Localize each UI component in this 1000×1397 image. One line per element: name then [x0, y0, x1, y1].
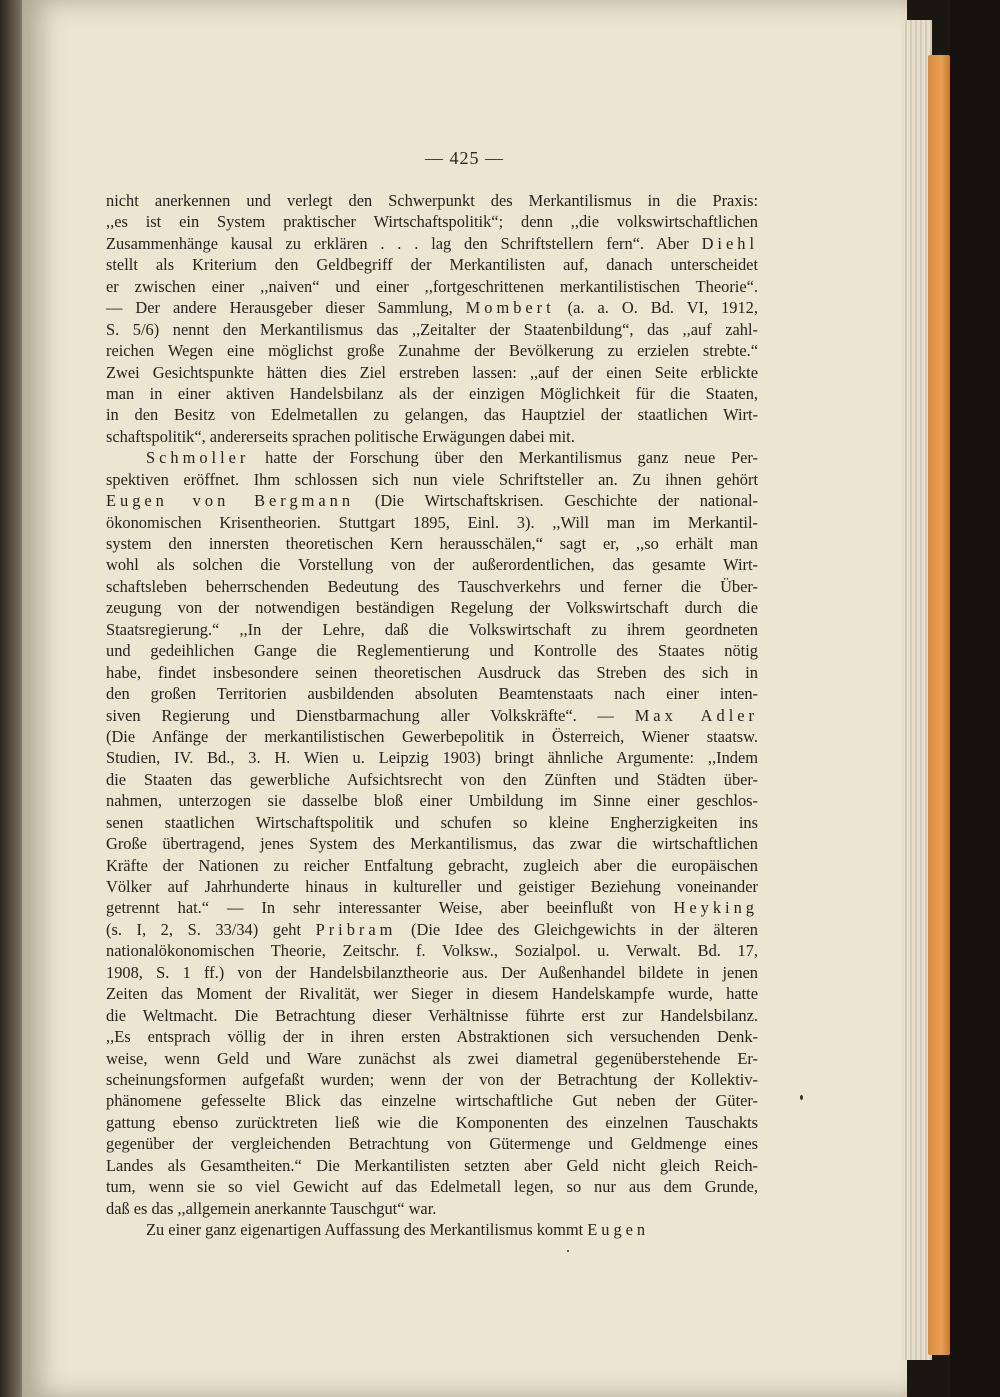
- text-line: stellt als Kriterium den Geldbegriff der Merkantilisten auf, danach unterscheidet: [106, 255, 758, 275]
- text-line: spektiven eröffnet. Ihm schlossen sich nun viele Schriftsteller an. Zu ihnen gehört: [106, 469, 758, 489]
- text-line: gegenüber der vergleichenden Betrachtung von Gütermenge und Geldmenge eines: [106, 1134, 758, 1154]
- text-line: — Der andere Herausgeber dieser Sammlung, Mombert (a. a. O. Bd. VI, 1912,: [106, 298, 758, 318]
- book-page: [22, 0, 907, 1397]
- text-line: in den Besitz von Edelmetallen zu gelangen, das Hauptziel der staatlichen Wirt-: [106, 405, 758, 425]
- text-line: habe, findet insbesondere seinen theoretischen Ausdruck das Streben des sich in: [106, 662, 758, 682]
- text-line: wohl als solchen die Vorstellung von der außerordentlichen, das gesamte Wirt-: [106, 555, 758, 575]
- scan-margin: [950, 0, 1000, 1397]
- text-line: (s. I, 2, S. 33/34) geht Pribram (Die Idee des Gleichgewichts in der älteren: [106, 919, 758, 939]
- text-line: Zwei Gesichtspunkte hätten dies Ziel erstreben lassen: ,,auf der einen Seite erblickte: [106, 362, 758, 382]
- text-line: zeugung von der notwendigen beständigen Regelung der Volkswirtschaft durch die: [106, 598, 758, 618]
- text-line: (Die Anfänge der merkantilistischen Gewerbepolitik in Österreich, Wiener staatsw.: [106, 726, 758, 746]
- text-line: die Weltmacht. Die Betrachtung dieser Verhältnisse führte erst zur Handelsbilanz.: [106, 1005, 758, 1025]
- text-line: Zeiten das Moment der Rivalität, wer Sieger in diesem Handelskampfe wurde, hatte: [106, 984, 758, 1004]
- text-line: senen staatlichen Wirtschaftspolitik und schufen so kleine Engherzigkeiten ins: [106, 812, 758, 832]
- text-line: die Staaten das gewerbliche Aufsichtsrecht von den Zünften und Städten über-: [106, 769, 758, 789]
- page-number: — 425 —: [425, 148, 504, 168]
- text-line: phänomene gefesselte Blick das einzelne wirtschaftliche Gut neben der Güter-: [106, 1091, 758, 1111]
- text-line: und gedeihlichen Gange die Reglementierung und Kontrolle des Staates nötig: [106, 641, 758, 661]
- book-cover-edge: [928, 55, 950, 1355]
- text-line: ökonomischen Krisentheorien. Stuttgart 1895, Einl. 3). ,,Will man im Merkantil-: [106, 512, 758, 532]
- text-line: Große übertragend, jenes System des Merkantilismus, das zwar die wirtschaftlichen: [106, 834, 758, 854]
- text-line: Zusammenhänge kausal zu erklären . . . lag den Schriftstellern fern“. Aber Diehl: [106, 233, 758, 253]
- text-line: Schmoller hatte der Forschung über den Merkantilismus ganz neue Per-: [146, 448, 758, 468]
- text-line: weise, wenn Geld und Ware zunächst als zwei diametral gegenüberstehende Er-: [106, 1048, 758, 1068]
- text-line: Zu einer ganz eigenartigen Auffassung des Merkantilismus kommt Eugen: [146, 1220, 650, 1239]
- text-line: scheinungsformen aufgefaßt wurden; wenn der von der Betrachtung der Kollektiv-: [106, 1069, 758, 1089]
- text-line: 1908, S. 1 ff.) von der Handelsbilanztheorie aus. Der Außenhandel bildete in jenen: [106, 962, 758, 982]
- text-line: Kräfte der Nationen zu reicher Entfaltung gebracht, zugleich aber die europäischen: [106, 855, 758, 875]
- text-line: reichen Wegen eine möglichst große Zunahme der Bevölkerung zu erzielen strebte.“: [106, 341, 758, 361]
- text-line: den großen Territorien ausbildenden absoluten Beamtenstaats nach einer inten-: [106, 684, 758, 704]
- text-line: Landes als Gesamtheiten.“ Die Merkantilisten setzten aber Geld nicht gleich Reich-: [106, 1155, 758, 1175]
- text-line: ,,es ist ein System praktischer Wirtschaftspolitik“; denn ,,die volkswirtschaftlichen: [106, 212, 758, 232]
- text-line: system den innersten theoretischen Kern herausschälen,“ sagt er, ,,so erhält man: [106, 534, 758, 553]
- text-line: tum, wenn sie so viel Gewicht auf das Edelmetall legen, so nur aus dem Grunde,: [106, 1177, 758, 1197]
- paper-speck: [567, 1250, 569, 1252]
- text-line: man in einer aktiven Handelsbilanz als der einzigen Möglichkeit für die Staaten,: [106, 383, 758, 403]
- paper-speck: [800, 1095, 803, 1100]
- text-line: Eugen von Bergmann (Die Wirtschaftskrisen. Geschichte der national-: [106, 491, 758, 511]
- text-line: Völker auf Jahrhunderte hinaus in kultureller und geistiger Beziehung voneinander: [106, 877, 758, 896]
- text-line: schaftspolitik“, andererseits sprachen politische Erwägungen dabei mit.: [106, 426, 575, 446]
- text-line: siven Regierung und Dienstbarmachung aller Volkskräfte“. — Max Adler: [106, 705, 758, 725]
- text-line: getrennt hat.“ — In sehr interessanter Weise, aber beeinflußt von Heyking: [106, 898, 758, 918]
- text-line: nicht anerkennen und verlegt den Schwerpunkt des Merkantilismus in die Praxis:: [106, 191, 758, 210]
- text-line: schaftsleben beherrschenden Bedeutung des Tauschverkehrs und ferner die Über-: [106, 576, 758, 596]
- body-text: [106, 190, 758, 1240]
- text-line: daß es das ,,allgemein anerkannte Tauschgut“ war.: [106, 1198, 437, 1218]
- text-line: er zwischen einer ,,naiven“ und einer ,,fortgeschrittenen merkantilistischen Theorie“.: [106, 276, 758, 296]
- text-line: ,,Es entsprach völlig der in ihren ersten Abstraktionen sich versuchenden Denk-: [106, 1027, 758, 1047]
- text-line: gattung ebenso zurücktreten ließ wie die Komponenten des einzelnen Tauschakts: [106, 1112, 758, 1132]
- text-line: nahmen, unterzogen sie dasselbe bloß einer Umbildung im Sinne einer geschlos-: [106, 791, 758, 811]
- text-line: Studien, IV. Bd., 3. H. Wien u. Leipzig 1903) bringt ähnliche Argumente: ,,Indem: [106, 748, 758, 768]
- text-line: S. 5/6) nennt den Merkantilismus das ,,Zeitalter der Staatenbildung“, das ,,auf zahl-: [106, 319, 758, 339]
- text-line: Staatsregierung.“ ,,In der Lehre, daß die Volkswirtschaft zu ihrem geordneten: [106, 619, 758, 639]
- text-line: nationalökonomischen Theorie, Zeitschr. f. Volksw., Sozialpol. u. Verwalt. Bd. 17,: [106, 941, 758, 961]
